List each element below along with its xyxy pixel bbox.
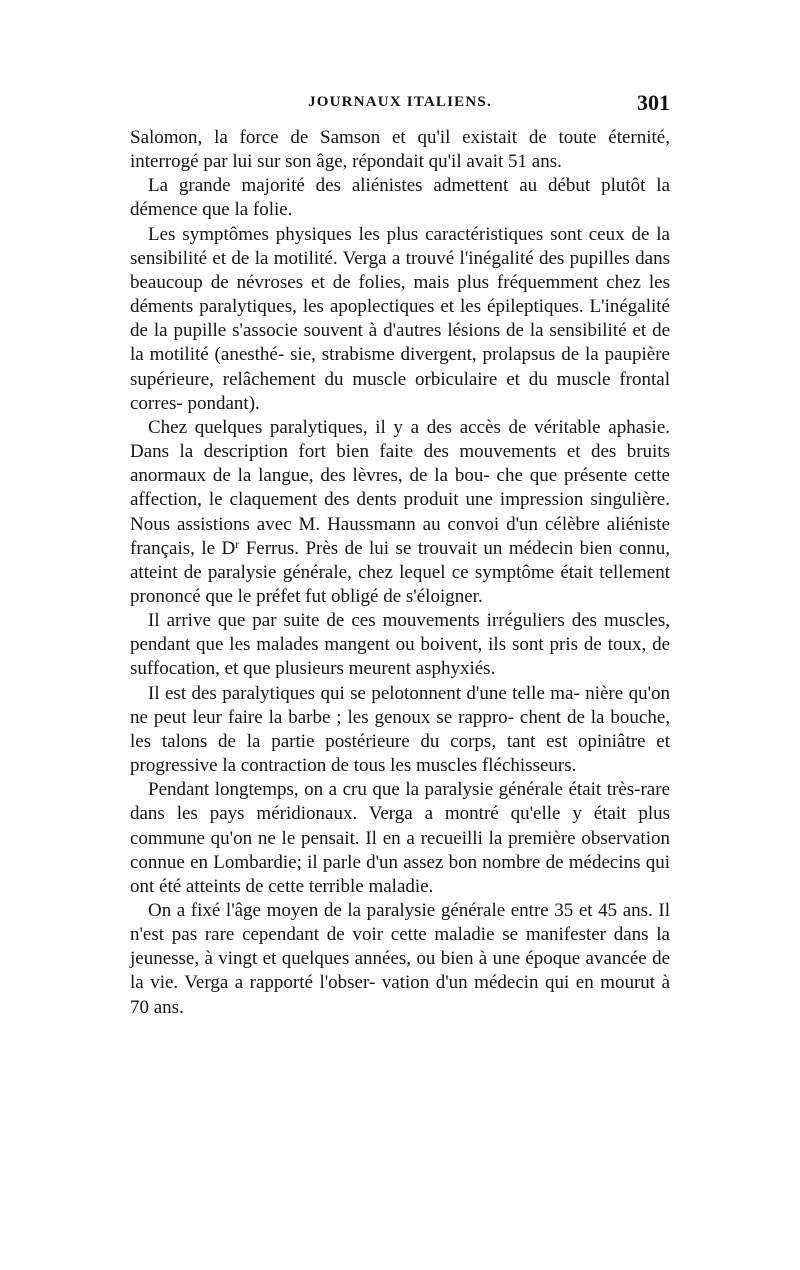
text-line: muscles, pendant que les malades mangent ou boivent, ils [130, 610, 670, 656]
paragraph-4 [130, 416, 670, 609]
text-line: produit une impression singulière. Nous assistions avec [130, 489, 670, 535]
text-line: de la sensibilité et de la motilité. Verga a trouvé l'inégalité [130, 223, 670, 269]
body-text [130, 126, 670, 1020]
superscript-r: r [235, 536, 240, 551]
text-line: maladie. [368, 875, 434, 897]
text-line: 45 ans. Il n'est pas rare cependant de voir cette maladie se [130, 900, 670, 946]
text-line: sont pris de toux, de suffocation, et que plusieurs meurent [130, 634, 671, 680]
text-line: che que présente cette affection, le claquement des dents [130, 465, 670, 511]
text-line: aphasie. Dans la description fort bien faite des mouvements [130, 416, 671, 463]
text-line: relâchement du muscle orbiculaire et du muscle frontal corres- [130, 368, 670, 414]
text-line: chent de la bouche, les talons de la partie postérieure du corps, [130, 706, 671, 752]
text-line: tellement prononcé que le préfet fut obligé de s'éloigner. [130, 561, 670, 607]
text-line: Chez quelques paralytiques, il y a des accès de véritable [148, 416, 601, 438]
paragraph-5 [130, 609, 670, 681]
text-line: Il arrive que par suite de ces mouvements irréguliers des [148, 610, 598, 632]
text-line: bon nombre de médecins qui ont été atteints de cette terrible [130, 851, 670, 897]
text-line: vation d'un médecin qui en mourut à 70 ans. [130, 972, 671, 1018]
running-head [130, 90, 670, 120]
text-line: atteint de paralysie générale, chez lequel ce symptôme était [130, 561, 594, 583]
paragraph-7 [130, 778, 670, 899]
text-line: La grande majorité des aliénistes admettent au début plutôt [148, 175, 646, 197]
text-line: Ferrus. Près de lui se trouvait un médecin bien connu, [239, 537, 671, 559]
text-line: très-rare dans les pays méridionaux. Verga a montré qu'elle y [130, 779, 670, 825]
paragraph-1 [130, 126, 670, 174]
text-line: à d'autres lésions de la sensibilité et de la motilité (anesthé- [130, 320, 671, 366]
text-line: Il est des paralytiques qui se pelotonnent d'une telle ma- [148, 682, 580, 704]
text-line: nière qu'on ne peut leur faire la barbe ; les genoux se rappro- [130, 682, 670, 728]
text-line: muscles fléchisseurs. [415, 755, 577, 777]
text-line: fréquemment chez les déments paralytiques, les apoplectiques [130, 271, 670, 318]
text-line: et les épileptiques. L'inégalité de la pupille s'associe souvent [130, 296, 670, 342]
text-line: manifester dans la jeunesse, à vingt et quelques années, ou [130, 924, 670, 970]
page-number: 301 [637, 90, 670, 115]
text-line: Pendant longtemps, on a cru que la paralysie générale était [148, 779, 602, 801]
text-line: et des bruits anormaux de la langue, des lèvres, de la bou- [130, 441, 670, 487]
text-line: asphyxiés. [415, 658, 496, 680]
text-line: sie, strabisme divergent, prolapsus de la paupière supérieure, [130, 344, 670, 390]
text-line: Les symptômes physiques les plus caractéristiques sont ceux [148, 223, 625, 245]
running-title: JOURNAUX ITALIENS. [308, 94, 492, 110]
paragraph-3 [130, 223, 670, 416]
text-line: était plus commune qu'on ne le pensait. Il en a recueilli la [130, 803, 670, 849]
text-line: pondant). [187, 392, 260, 414]
paragraph-8 [130, 899, 670, 1020]
text-line: Salomon, la force de Samson et qu'il existait de toute éternité, [130, 127, 670, 148]
text-line: la démence que la folie. [130, 175, 671, 221]
text-line: tant est opiniâtre et progressive la contraction de tous les [130, 730, 671, 777]
text-line: interrogé par lui sur son âge, répondait qu'il avait 51 ans. [130, 151, 562, 173]
paragraph-6 [130, 682, 670, 779]
text-line: première observation connue en Lombardie; il parle d'un assez [130, 827, 670, 873]
text-line: bien à une époque avancée de la vie. Verga a rapporté l'obser- [130, 948, 671, 994]
text-line: des pupilles dans beaucoup de névroses et de folies, mais plus [130, 247, 670, 293]
text-line: M. Haussmann au convoi d'un célèbre aliéniste français, le [130, 513, 671, 559]
text-line-doctor-abbrev: D [221, 537, 236, 559]
paragraph-2 [130, 174, 670, 222]
text-line: On a fixé l'âge moyen de la paralysie générale entre 35 et [148, 900, 593, 921]
